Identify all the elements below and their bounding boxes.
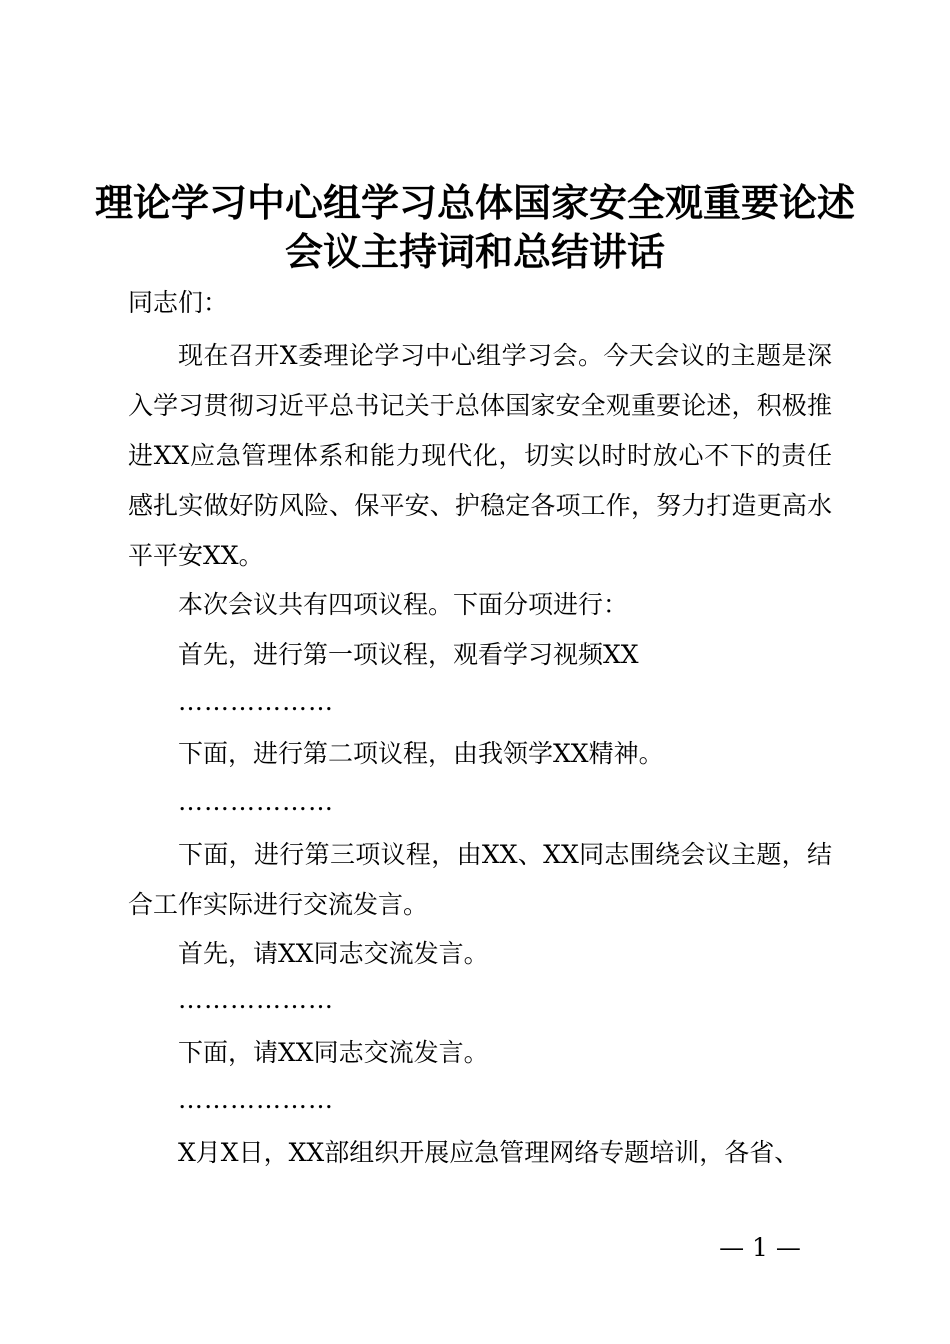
ellipsis-placeholder: ……………… [178,1085,334,1114]
ellipsis-placeholder: ……………… [178,687,334,716]
paragraph-opening: 现在召开X委理论学习中心组学习会。今天会议的主题是深入学习贯彻习近平总书记关于总体国家安全观重要论述，积极推进XX应急管理体系和能力现代化，切实以时时放心不下的责任感扎实做好防风险、保平安、护稳定各项工作，努力打造更高水平平安XX。 [128,341,832,570]
page-number: — 1 — [719,1233,801,1262]
paragraph-agenda-intro: 本次会议共有四项议程。下面分项进行： [178,590,629,619]
document-title-line-1: 理论学习中心组学习总体国家安全观重要论述 [94,181,855,225]
paragraph-agenda-item-2: 下面，进行第二项议程，由我领学XX精神。 [178,739,664,768]
salutation: 同志们： [128,288,229,317]
paragraph-agenda-item-3: 下面，进行第三项议程，由XX、XX同志围绕会议主题，结合工作实际进行交流发言。 [128,840,832,919]
paragraph-speaker-2: 下面，请XX同志交流发言。 [178,1038,489,1067]
ellipsis-placeholder: ……………… [178,985,334,1014]
paragraph-agenda-item-1: 首先，进行第一项议程，观看学习视频XX [178,640,639,669]
paragraph-speaker-1: 首先，请XX同志交流发言。 [178,939,489,968]
paragraph-training: X月X日，XX部组织开展应急管理网络专题培训，各省、 [178,1138,800,1167]
document-title-line-2: 会议主持词和总结讲话 [284,230,665,274]
ellipsis-placeholder: ……………… [178,787,334,816]
